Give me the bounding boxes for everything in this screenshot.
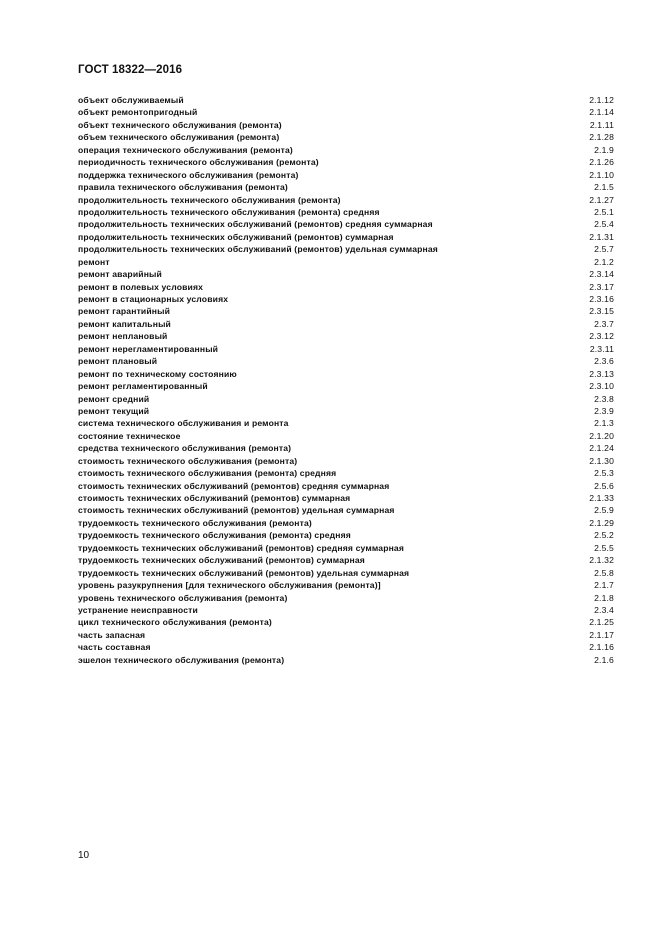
index-ref-number: 2.1.24 (589, 443, 614, 454)
index-entry (78, 256, 614, 268)
index-entry (78, 318, 614, 330)
index-term: устранение неисправности (78, 604, 198, 615)
index-ref-number: 2.5.2 (594, 530, 614, 541)
index-entry (78, 517, 614, 529)
index-ref-number: 2.5.1 (594, 206, 614, 217)
index-entry (78, 218, 614, 230)
index-entry (78, 467, 614, 479)
index-ref-number: 2.1.20 (589, 430, 614, 441)
index-term: система технического обслуживания и ремонта (78, 418, 289, 429)
index-ref-number: 2.5.8 (594, 567, 614, 578)
index-ref-number: 2.5.5 (594, 542, 614, 553)
index-term: стоимость технических обслуживаний (ремонтов) удельная суммарная (78, 505, 395, 516)
index-ref-number: 2.3.6 (594, 356, 614, 367)
alphabetical-index (78, 94, 614, 666)
index-term: часть запасная (78, 629, 146, 640)
index-term: стоимость технических обслуживаний (ремонтов) суммарная (78, 493, 351, 503)
index-ref-number: 2.5.4 (594, 219, 614, 230)
index-entry (78, 579, 614, 591)
index-entry (78, 330, 614, 342)
index-entry (78, 119, 614, 131)
index-entry (78, 355, 614, 367)
index-ref-number: 2.3.14 (589, 269, 614, 280)
index-entry (78, 616, 614, 628)
index-term: продолжительность технических обслуживаний (ремонтов) удельная суммарная (78, 244, 438, 255)
index-entry (78, 243, 614, 255)
index-ref-number: 2.1.28 (589, 132, 614, 143)
index-entry (78, 144, 614, 156)
index-entry (78, 542, 614, 554)
index-term: ремонт аварийный (78, 269, 162, 280)
index-term: цикл технического обслуживания (ремонта) (78, 617, 272, 628)
index-entry (78, 106, 614, 118)
index-term: часть составная (78, 642, 151, 653)
index-entry (78, 231, 614, 243)
index-ref-number: 2.1.5 (594, 182, 614, 193)
index-entry (78, 181, 614, 193)
index-entry (78, 343, 614, 355)
index-entry (78, 455, 614, 467)
index-term: ремонт (78, 256, 110, 267)
index-entry (78, 393, 614, 405)
index-ref-number: 2.1.33 (589, 493, 614, 503)
index-entry (78, 293, 614, 305)
index-entry (78, 442, 614, 454)
index-entry (78, 206, 614, 218)
index-term: эшелон технического обслуживания (ремонта) (78, 654, 285, 665)
index-ref-number: 2.3.16 (589, 294, 614, 304)
index-entry (78, 305, 614, 317)
index-ref-number: 2.1.26 (589, 157, 614, 168)
index-entry (78, 480, 614, 492)
index-ref-number: 2.1.31 (589, 231, 614, 242)
index-term: ремонт средний (78, 393, 150, 404)
index-ref-number: 2.5.7 (594, 244, 614, 255)
index-term: правила технического обслуживания (ремонта) (78, 182, 288, 193)
index-ref-number: 2.1.16 (589, 642, 614, 653)
index-ref-number: 2.1.25 (589, 617, 614, 628)
index-term: ремонт в стационарных условиях (78, 294, 229, 304)
index-term: ремонт текущий (78, 405, 150, 416)
index-ref-number: 2.1.17 (589, 629, 614, 640)
index-term: трудоемкость технического обслуживания (ремонта) (78, 517, 312, 528)
index-term: ремонт регламентированный (78, 381, 208, 392)
index-ref-number: 2.1.9 (594, 144, 614, 155)
index-term: ремонт плановый (78, 356, 158, 367)
index-ref-number: 2.1.11 (589, 119, 614, 130)
index-term: уровень технического обслуживания (ремонта) (78, 592, 288, 603)
index-entry (78, 94, 614, 106)
index-term: средства технического обслуживания (ремонта) (78, 443, 292, 454)
index-term: продолжительность технического обслуживания (ремонта) средняя (78, 206, 380, 217)
index-entry (78, 554, 614, 566)
index-term: периодичность технического обслуживания (ремонта) (78, 157, 319, 168)
index-entry (78, 529, 614, 541)
index-term: объект обслуживаемый (78, 95, 184, 105)
index-entry (78, 492, 614, 504)
index-term: объект технического обслуживания (ремонта) (78, 119, 282, 130)
index-term: трудоемкость технического обслуживания (ремонта) средняя (78, 530, 351, 541)
index-ref-number: 2.1.32 (589, 555, 614, 566)
index-entry (78, 504, 614, 516)
index-ref-number: 2.1.14 (589, 107, 614, 118)
document-header: ГОСТ 18322—2016 (78, 64, 183, 76)
index-ref-number: 2.3.4 (594, 604, 614, 615)
index-ref-number: 2.5.6 (594, 480, 614, 491)
page-number: 10 (78, 850, 90, 861)
index-ref-number: 2.5.9 (594, 505, 614, 516)
index-term: объем технического обслуживания (ремонта) (78, 132, 280, 143)
index-ref-number: 2.3.11 (589, 343, 614, 354)
index-entry (78, 368, 614, 380)
index-entry (78, 417, 614, 429)
index-term: продолжительность технических обслуживаний (ремонтов) средняя суммарная (78, 219, 433, 230)
index-ref-number: 2.5.3 (594, 468, 614, 479)
index-entry (78, 430, 614, 442)
index-term: ремонт гарантийный (78, 306, 171, 317)
index-entry (78, 629, 614, 641)
index-entry (78, 592, 614, 604)
index-term: поддержка технического обслуживания (ремонта) (78, 169, 299, 180)
index-ref-number: 2.1.2 (594, 256, 614, 267)
index-entry (78, 169, 614, 181)
index-ref-number: 2.1.10 (589, 169, 614, 180)
index-term: стоимость технического обслуживания (ремонта) средняя (78, 468, 337, 479)
index-entry (78, 380, 614, 392)
index-term: ремонт капитальный (78, 318, 171, 329)
index-ref-number: 2.3.13 (589, 368, 614, 379)
index-entry (78, 281, 614, 293)
index-ref-number: 2.1.8 (594, 592, 614, 603)
index-term: уровень разукрупнения [для технического обслуживания (ремонта)] (78, 580, 381, 591)
index-term: продолжительность технических обслуживаний (ремонтов) суммарная (78, 231, 394, 242)
index-term: операция технического обслуживания (ремонта) (78, 144, 293, 155)
index-term: стоимость технического обслуживания (ремонта) (78, 455, 298, 466)
index-entry (78, 405, 614, 417)
index-entry (78, 156, 614, 168)
index-entry (78, 654, 614, 666)
index-ref-number: 2.1.3 (594, 418, 614, 429)
index-term: объект ремонтопригодный (78, 107, 198, 118)
index-ref-number: 2.3.9 (594, 405, 614, 416)
index-ref-number: 2.1.6 (594, 654, 614, 665)
index-term: ремонт в полевых условиях (78, 281, 204, 292)
index-term: ремонт нерегламентированный (78, 343, 219, 354)
index-entry (78, 131, 614, 143)
index-ref-number: 2.3.7 (594, 318, 614, 329)
index-ref-number: 2.3.15 (589, 306, 614, 317)
index-ref-number: 2.3.8 (594, 393, 614, 404)
index-ref-number: 2.3.17 (589, 281, 614, 292)
index-term: ремонт неплановый (78, 331, 168, 342)
index-entry (78, 567, 614, 579)
index-ref-number: 2.1.29 (589, 517, 614, 528)
index-term: трудоемкость технических обслуживаний (ремонтов) удельная суммарная (78, 567, 410, 578)
index-term: трудоемкость технических обслуживаний (ремонтов) суммарная (78, 555, 365, 566)
index-term: ремонт по техническому состоянию (78, 368, 237, 379)
index-entry (78, 604, 614, 616)
index-ref-number: 2.1.7 (594, 580, 614, 591)
index-term: стоимость технических обслуживаний (ремонтов) средняя суммарная (78, 480, 390, 491)
index-entry (78, 641, 614, 653)
index-ref-number: 2.1.12 (589, 95, 614, 105)
index-term: трудоемкость технических обслуживаний (ремонтов) средняя суммарная (78, 542, 405, 553)
index-term: состояние техническое (78, 430, 181, 441)
index-ref-number: 2.1.30 (589, 455, 614, 466)
index-ref-number: 2.3.12 (589, 331, 614, 342)
index-entry (78, 268, 614, 280)
index-entry (78, 194, 614, 206)
index-term: продолжительность технического обслуживания (ремонта) (78, 194, 341, 205)
index-ref-number: 2.3.10 (589, 381, 614, 392)
index-ref-number: 2.1.27 (589, 194, 614, 205)
